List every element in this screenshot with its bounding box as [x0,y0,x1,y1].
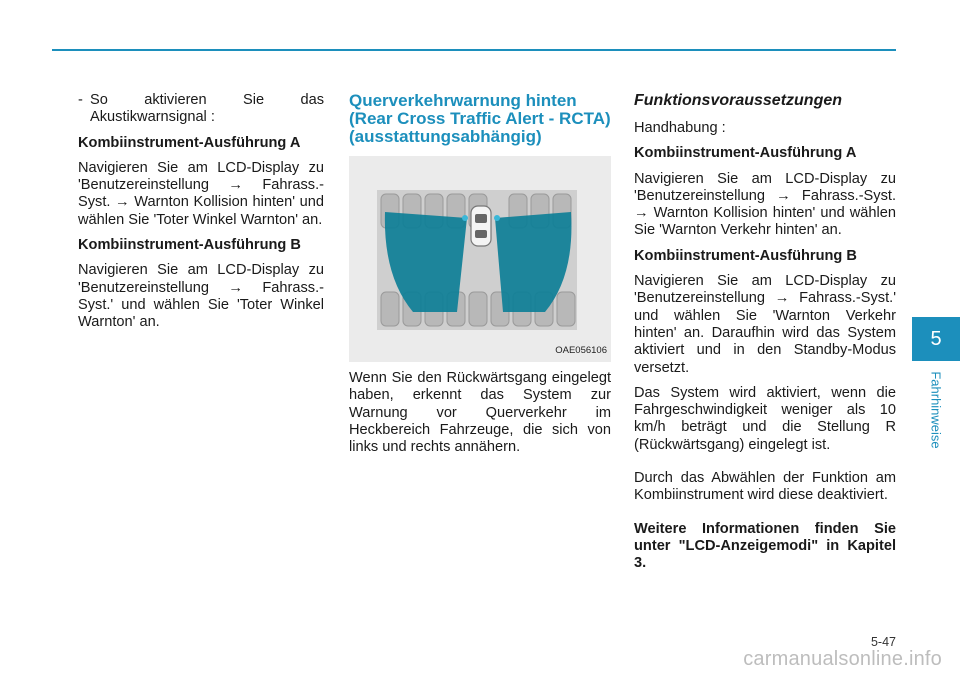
bullet-line-1: So aktivieren Sie das [90,92,324,108]
heading-cluster-b: Kombiinstrument-Ausführung B [634,247,857,264]
paragraph-more-info: Weitere Informationen finden Sie unter "LCD-Anzeigemodi" in Kapitel 3. [634,520,896,572]
column-right [634,92,896,581]
bullet-line-2: Akustikwarnsignal : [90,109,215,126]
paragraph-activation: Das System wird aktiviert, wenn die Fahrgeschwindigkeit weniger als 10 km/h beträgt und die Stellung R (Rückwärtsgang) eingelegt ist. [634,384,896,453]
handhabung-label: Handhabung : [634,120,726,136]
page-number: 5-47 [870,635,896,649]
figure-code: OAE056106 [555,344,607,356]
right-sensor [494,215,500,221]
parking-lot-illustration [349,156,611,362]
own-car [471,206,491,246]
bullet-item [78,92,324,127]
heading-cluster-b: Kombiinstrument-Ausführung B [78,237,301,254]
own-car-rear-window [475,230,487,238]
chapter-tab: 5 [912,317,960,361]
column-left [78,92,324,340]
bullet-dash: - [78,92,83,108]
paragraph-cluster-b: Navigieren Sie am LCD-Display zu 'Benutzereinstellung → Fahrass.-Syst.' und wählen Sie 'Toter Winkel Warnton' an. [78,262,324,331]
own-car-window [475,214,487,223]
rcta-figure [349,156,611,362]
left-sensor [462,215,468,221]
watermark: carmanualsonline.info [743,648,942,670]
paragraph-cluster-b: Navigieren Sie am LCD-Display zu 'Benutzereinstellung → Fahrass.-Syst.' und wählen Sie 'Warnton Verkehr hinten' an. Daraufhin wird das System aktiviert und in den Standby-Modus versetzt. [634,273,896,376]
column-middle [349,92,611,464]
chapter-label: Fahrhinweise [928,371,944,449]
top-rule [52,49,896,51]
paragraph-cluster-a: Navigieren Sie am LCD-Display zu 'Benutzereinstellung → Fahrass.-Syst. → Warnton Kollision hinten' und wählen Sie 'Warnton Verkehr hinten' an. [634,170,896,239]
heading-cluster-a: Kombiinstrument-Ausführung A [78,134,301,151]
bullet-text [90,92,324,127]
paragraph-deactivation: Durch das Abwählen der Funktion am Kombiinstrument wird diese deaktiviert. [634,470,896,504]
subsection-title: Funktionsvoraussetzungen [634,92,843,109]
paragraph-cluster-a: Navigieren Sie am LCD-Display zu 'Benutzereinstellung → Fahrass.-Syst. → Warnton Kollision hinten' und wählen Sie 'Toter Winkel Warnton' an. [78,159,324,228]
heading-cluster-a: Kombiinstrument-Ausführung A [634,145,857,162]
paragraph-rcta: Wenn Sie den Rückwärtsgang eingelegt haben, erkennt das System zur Warnung vor Querverkehr im Heckbereich Fahrzeuge, die sich von links und rechts annähern. [349,370,611,456]
section-title: Querverkehrwarnung hinten (Rear Cross Traffic Alert - RCTA) (ausstattungsabhängig) [349,91,611,146]
